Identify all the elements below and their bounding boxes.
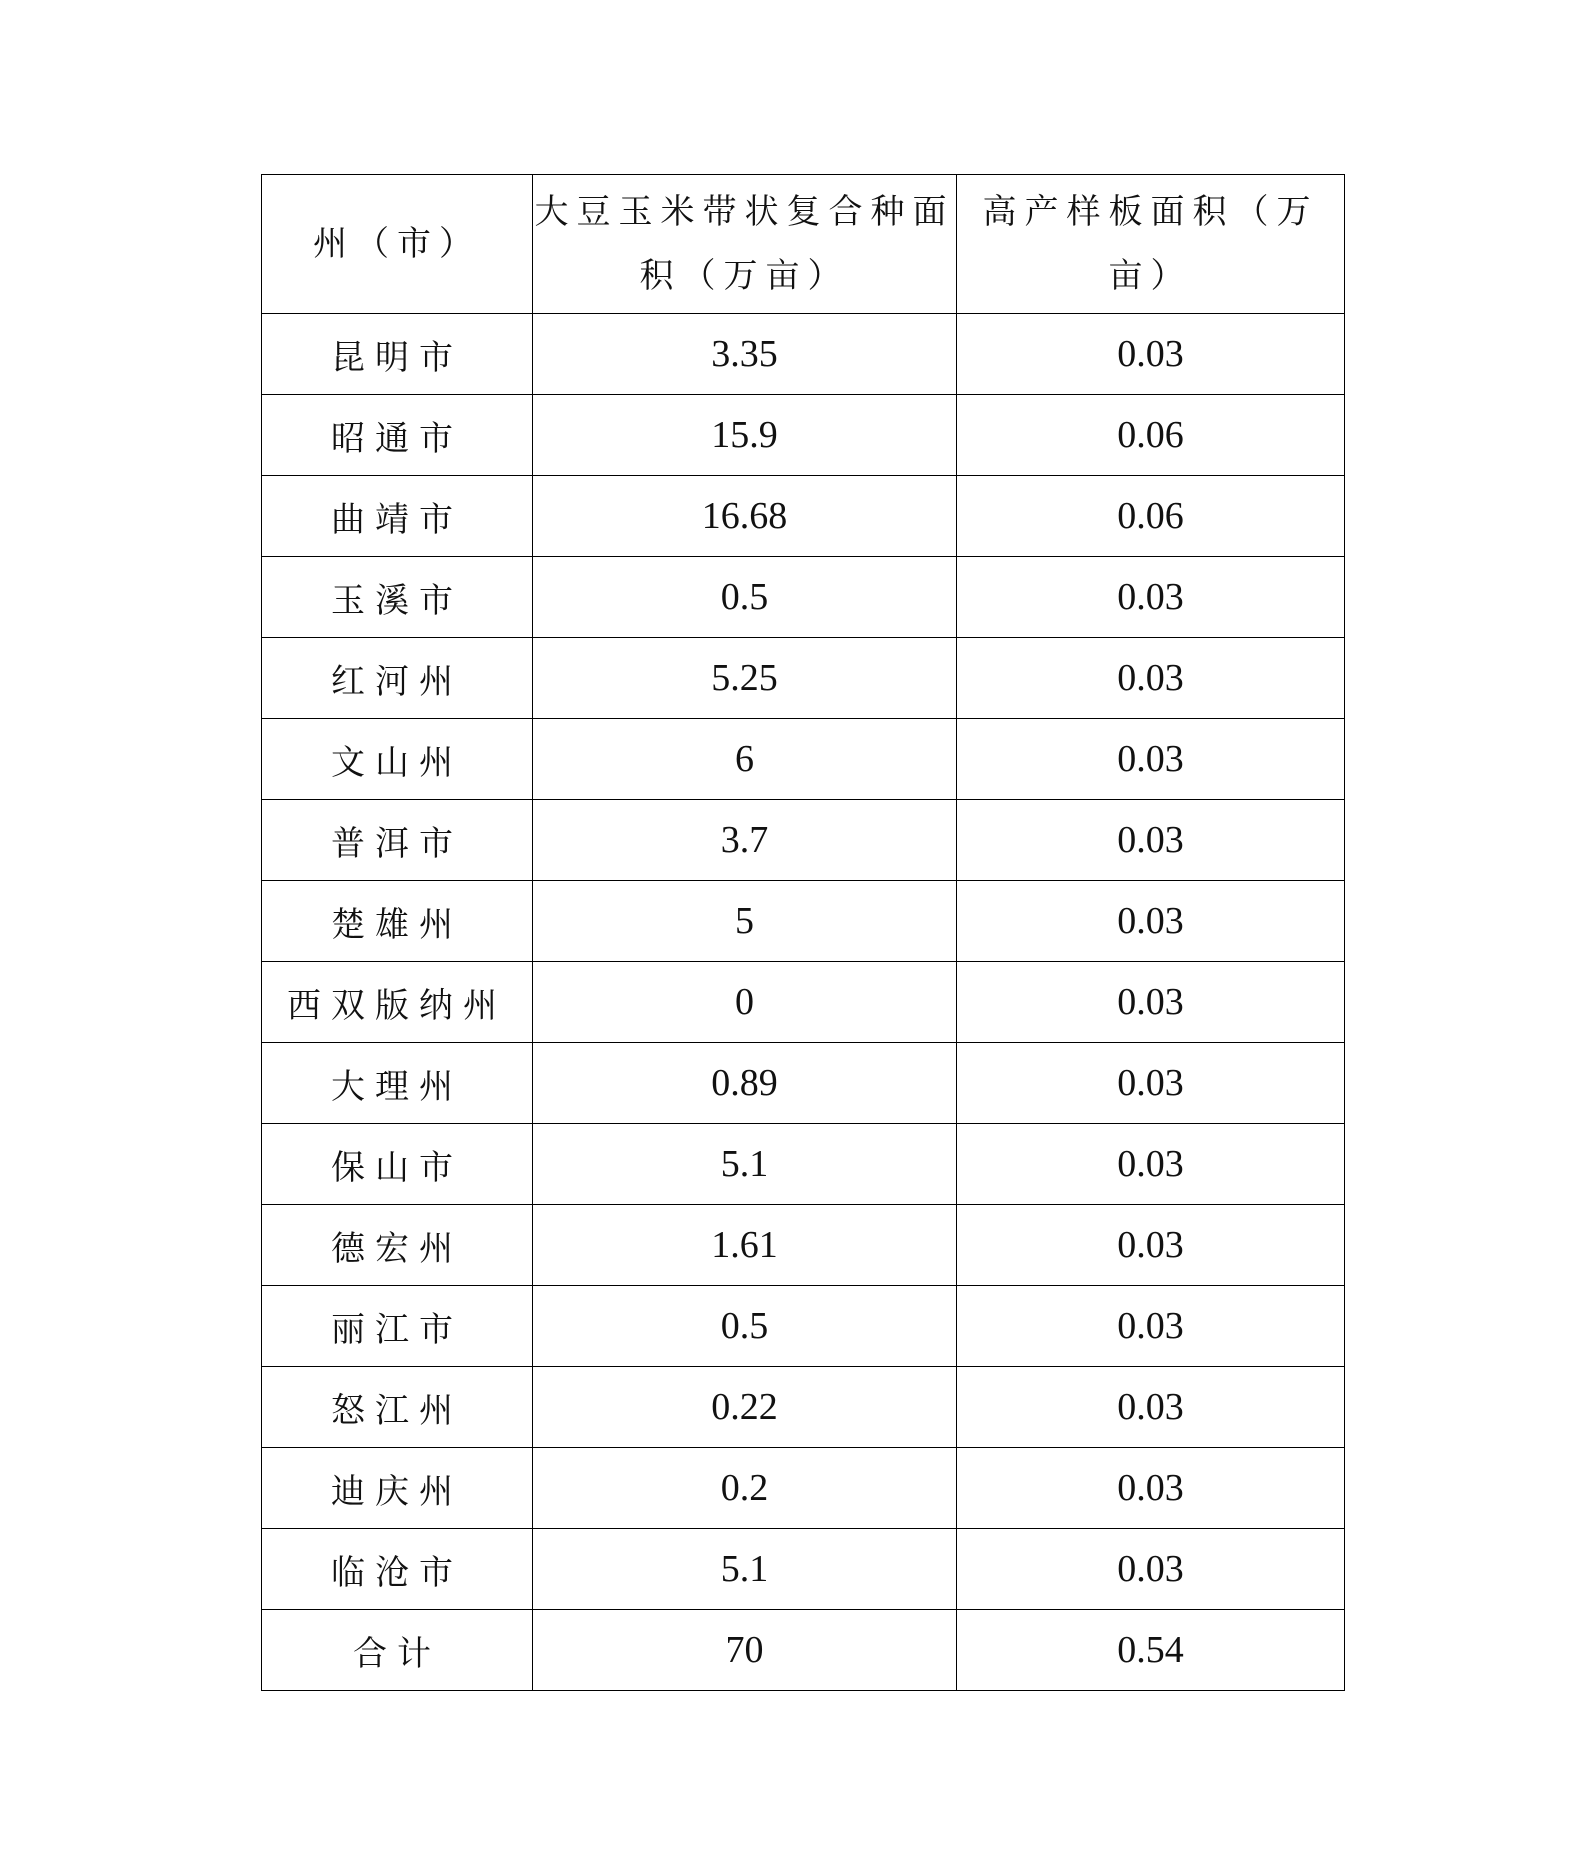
region-cell: 玉溪市 [262,557,533,638]
table-header-row [262,175,1345,314]
table-row [262,1205,1345,1286]
demo-cell: 0.03 [957,1043,1345,1124]
region-cell: 文山州 [262,719,533,800]
region-cell: 怒江州 [262,1367,533,1448]
region-cell: 昭通市 [262,395,533,476]
total-area: 70 [533,1610,957,1691]
area-cell: 3.35 [533,314,957,395]
table-row [262,1448,1345,1529]
demo-cell: 0.03 [957,1286,1345,1367]
table-row [262,1124,1345,1205]
region-cell: 丽江市 [262,1286,533,1367]
table-row [262,314,1345,395]
header-region: 州（市） [262,175,533,314]
area-cell: 0.5 [533,1286,957,1367]
area-cell: 5.1 [533,1124,957,1205]
area-cell: 3.7 [533,800,957,881]
table-row [262,962,1345,1043]
region-cell: 西双版纳州 [262,962,533,1043]
demo-cell: 0.03 [957,638,1345,719]
demo-cell: 0.03 [957,1205,1345,1286]
total-demo: 0.54 [957,1610,1345,1691]
region-cell: 楚雄州 [262,881,533,962]
total-label: 合计 [262,1610,533,1691]
demo-cell: 0.03 [957,1124,1345,1205]
area-cell: 16.68 [533,476,957,557]
area-cell: 0 [533,962,957,1043]
demo-cell: 0.06 [957,476,1345,557]
region-cell: 德宏州 [262,1205,533,1286]
table-row [262,800,1345,881]
demo-cell: 0.03 [957,314,1345,395]
header-demo-area: 高产样板面积（万亩） [957,175,1345,314]
table-row [262,476,1345,557]
header-planting-area: 大豆玉米带状复合种面积（万亩） [533,175,957,314]
area-cell: 15.9 [533,395,957,476]
area-cell: 5 [533,881,957,962]
region-cell: 迪庆州 [262,1448,533,1529]
region-cell: 曲靖市 [262,476,533,557]
table-row [262,557,1345,638]
region-cell: 普洱市 [262,800,533,881]
area-cell: 1.61 [533,1205,957,1286]
area-cell: 0.89 [533,1043,957,1124]
demo-cell: 0.03 [957,719,1345,800]
table-row [262,881,1345,962]
table-row [262,638,1345,719]
demo-cell: 0.03 [957,1367,1345,1448]
region-cell: 临沧市 [262,1529,533,1610]
area-cell: 6 [533,719,957,800]
area-cell: 0.5 [533,557,957,638]
total-row [262,1610,1345,1691]
region-cell: 保山市 [262,1124,533,1205]
region-cell: 红河州 [262,638,533,719]
table-row [262,1286,1345,1367]
demo-cell: 0.03 [957,881,1345,962]
table-row [262,395,1345,476]
area-cell: 0.22 [533,1367,957,1448]
table-row [262,719,1345,800]
table-row [262,1043,1345,1124]
area-table [261,174,1345,1691]
region-cell: 大理州 [262,1043,533,1124]
region-cell: 昆明市 [262,314,533,395]
table-row [262,1529,1345,1610]
area-cell: 5.1 [533,1529,957,1610]
area-cell: 5.25 [533,638,957,719]
demo-cell: 0.03 [957,1529,1345,1610]
table-row [262,1367,1345,1448]
demo-cell: 0.06 [957,395,1345,476]
area-cell: 0.2 [533,1448,957,1529]
demo-cell: 0.03 [957,962,1345,1043]
demo-cell: 0.03 [957,557,1345,638]
demo-cell: 0.03 [957,800,1345,881]
demo-cell: 0.03 [957,1448,1345,1529]
